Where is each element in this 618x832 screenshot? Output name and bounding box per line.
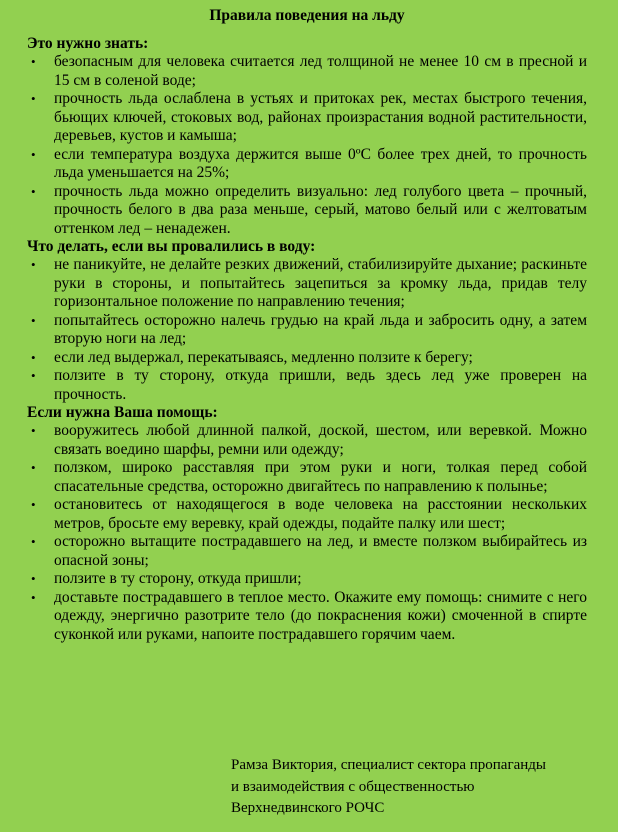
bullet-icon: • xyxy=(31,349,36,365)
list-item-text: если температура воздуха держится выше 0ºС более трех дней, то прочность льда уменьшается на 25%; xyxy=(54,145,587,181)
list-item-text: осторожно вытащите пострадавшего на лед, и вместе ползком выбирайтесь из опасной зоны; xyxy=(54,533,587,569)
bullet-icon: • xyxy=(31,368,36,383)
list-item xyxy=(27,496,587,533)
bullet-icon: • xyxy=(31,423,36,438)
list-item-text: доставьте пострадавшего в теплое место. Окажите ему помощь: снимите с него одежду, энергично разотрите тело (до покраснения кожи) смоченной в спирте суконкой или руками, напоите пострадавшего горячим чаем. xyxy=(54,588,587,643)
section-fell-through xyxy=(27,238,587,404)
list-item-text: вооружитесь любой длинной палкой, доской, шестом, или веревкой. Можно связать воедино шарфы, ремни или одежду; xyxy=(54,422,587,458)
bullet-icon: • xyxy=(31,312,36,328)
page-title: Правила поведения на льду xyxy=(209,7,405,24)
list-help xyxy=(27,422,587,644)
list-item xyxy=(27,422,587,459)
bullet-icon: • xyxy=(31,146,36,162)
section-help xyxy=(27,404,587,644)
section-know xyxy=(27,35,587,238)
signature xyxy=(231,755,593,820)
list-item xyxy=(27,459,587,496)
bullet-icon: • xyxy=(31,460,36,475)
bullet-icon: • xyxy=(31,257,36,272)
list-fell-through xyxy=(27,256,587,404)
signature-line-3: Верхнедвинского РОЧС xyxy=(231,800,385,816)
bullet-icon: • xyxy=(31,54,36,69)
list-item xyxy=(27,312,587,349)
list-know xyxy=(27,53,587,238)
list-item-text: прочность льда ослаблена в устьях и притоках рек, местах быстрого течения, бьющих ключей, стоковых вод, районах произрастания водной растительности, деревьев, кустов и камыша; xyxy=(54,90,587,144)
list-item xyxy=(27,90,587,146)
list-item xyxy=(27,367,587,404)
list-item-text: прочность льда можно определить визуально: лед голубого цвета – прочный, прочность белого в два раза меньше, серый, матово белый или с желтоватым оттенком лед – ненадежен. xyxy=(54,182,587,237)
list-item xyxy=(27,146,587,183)
bullet-icon: • xyxy=(31,497,36,512)
list-item-text: безопасным для человека считается лед толщиной не менее 10 см в пресной и 15 см в соленой воде; xyxy=(54,53,587,89)
list-item xyxy=(27,589,587,645)
list-item-text: ползком, широко расставляя при этом руки и ноги, толкая перед собой спасательные средства, осторожно двигайтесь по направлению к полынье; xyxy=(54,459,587,495)
section-heading-know: Это нужно знать: xyxy=(27,35,149,52)
list-item-text: не паникуйте, не делайте резких движений, стабилизируйте дыхание; раскиньте руки в стороны, и попытайтесь зацепиться за кромку льда, придав телу горизонтальное положение по направлению течения; xyxy=(54,256,587,310)
list-item-text: попытайтесь осторожно налечь грудью на край льда и забросить одну, а затем вторую ноги на лед; xyxy=(54,311,587,347)
list-item xyxy=(27,349,587,368)
section-heading-fell-through: Что делать, если вы провалились в воду: xyxy=(27,238,316,255)
bullet-icon: • xyxy=(31,183,36,199)
list-item-text: остановитесь от находящегося в воде человека на расстоянии нескольких метров, бросьте ему веревку, край одежды, подайте палку или шест; xyxy=(54,496,587,532)
section-heading-help: Если нужна Ваша помощь: xyxy=(27,404,218,421)
list-item xyxy=(27,256,587,312)
list-item-text: ползите в ту сторону, откуда пришли; xyxy=(54,570,302,587)
list-item xyxy=(27,570,587,589)
list-item xyxy=(27,53,587,90)
bullet-icon: • xyxy=(31,534,36,549)
list-item-text: ползите в ту сторону, откуда пришли, ведь здесь лед уже проверен на прочность. xyxy=(54,367,587,403)
signature-line-1: Рамза Виктория, специалист сектора пропаганды xyxy=(231,757,547,773)
list-item xyxy=(27,183,587,239)
bullet-icon: • xyxy=(31,91,36,106)
bullet-icon: • xyxy=(31,589,36,605)
bullet-icon: • xyxy=(31,571,36,586)
list-item xyxy=(27,533,587,570)
signature-line-2: и взаимодействия с общественностью xyxy=(231,778,475,795)
list-item-text: если лед выдержал, перекатываясь, медленно ползите к берегу; xyxy=(54,348,473,366)
